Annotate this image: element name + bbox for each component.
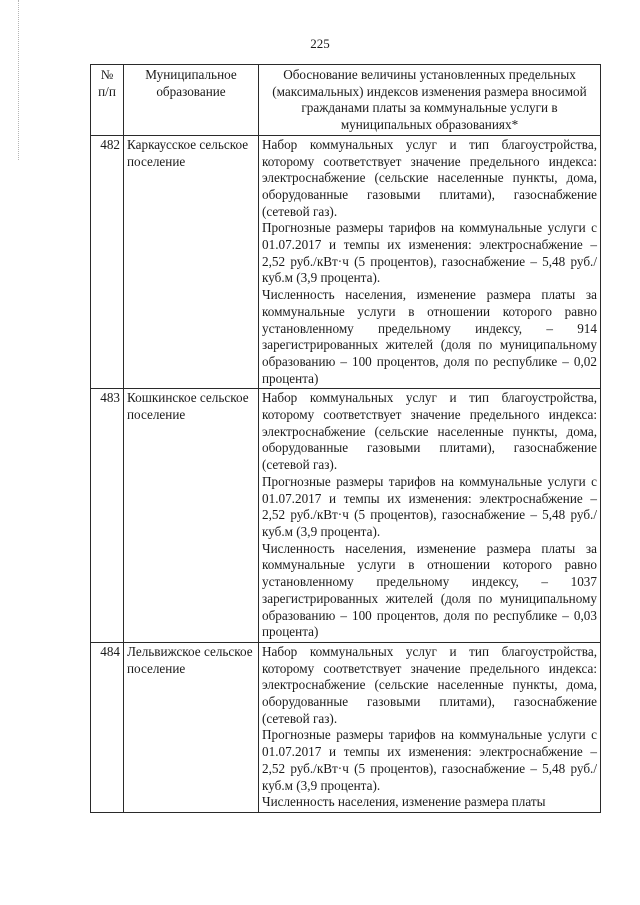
tariffs-forecast-text: Прогнозные размеры тарифов на коммунальные услуги с 01.07.2017 и темпы их изменения: электроснабжение – 2,52 руб./кВт·ч (5 процентов), газоснабжение – 5,48 руб./куб.м (3,9 процента). xyxy=(262,727,597,793)
municipality-name: Кошкинское сельское поселение xyxy=(124,389,259,643)
justification-cell xyxy=(259,135,601,389)
row-number: 484 xyxy=(91,642,124,812)
header-municipality: Муниципальное образование xyxy=(124,65,259,136)
header-justification: Обоснование величины установленных предельных (максимальных) индексов изменения размера вносимой гражданами платы за коммунальные услуги в муниципальных образованиях* xyxy=(259,65,601,136)
table-row xyxy=(91,389,601,643)
table-row xyxy=(91,642,601,812)
population-text: Численность населения, изменение размера платы за коммунальные услуги в отношении которого равно установленному предельному индексу, – 1037 зарегистрированных жителей (доля по муниципальному образованию – 100 процентов, доля по республике – 0,03 процента) xyxy=(262,540,597,640)
header-num: № п/п xyxy=(91,65,124,136)
row-number: 483 xyxy=(91,389,124,643)
binding-margin-dots xyxy=(18,0,20,160)
table-row xyxy=(91,135,601,389)
tariffs-forecast-text: Прогнозные размеры тарифов на коммунальные услуги с 01.07.2017 и темпы их изменения: электроснабжение – 2,52 руб./кВт·ч (5 процентов), газоснабжение – 5,48 руб./куб.м (3,9 процента). xyxy=(262,473,597,539)
population-text: Численность населения, изменение размера платы xyxy=(262,794,546,810)
justification-cell xyxy=(259,389,601,643)
services-set-text: Набор коммунальных услуг и тип благоустройства, которому соответствует значение предельного индекса: электроснабжение (сельские населенные пункты, дома, оборудованные газовыми плитами), газоснабжение (сетевой газ). xyxy=(262,643,597,726)
municipality-name: Каркаусское сельское поселение xyxy=(124,135,259,389)
table-header-row xyxy=(91,65,601,136)
services-set-text: Набор коммунальных услуг и тип благоустройства, которому соответствует значение предельного индекса: электроснабжение (сельские населенные пункты, дома, оборудованные газовыми плитами), газоснабжение (сетевой газ). xyxy=(262,136,597,219)
tariffs-forecast-text: Прогнозные размеры тарифов на коммунальные услуги с 01.07.2017 и темпы их изменения: электроснабжение – 2,52 руб./кВт·ч (5 процентов), газоснабжение – 5,48 руб./куб.м (3,9 процента). xyxy=(262,220,597,286)
municipality-name: Лельвижское сельское поселение xyxy=(124,642,259,812)
row-number: 482 xyxy=(91,135,124,389)
services-set-text: Набор коммунальных услуг и тип благоустройства, которому соответствует значение предельного индекса: электроснабжение (сельские населенные пункты, дома, оборудованные газовыми плитами), газоснабжение (сетевой газ). xyxy=(262,390,597,473)
population-text: Численность населения, изменение размера платы за коммунальные услуги в отношении которого равно установленному предельному индексу, – 914 зарегистрированных жителей (доля по муниципальному образованию – 100 процентов, доля по республике – 0,02 процента) xyxy=(262,287,597,386)
justification-cell xyxy=(259,642,601,812)
page-number: 225 xyxy=(310,36,330,51)
tariff-index-table xyxy=(90,64,601,813)
